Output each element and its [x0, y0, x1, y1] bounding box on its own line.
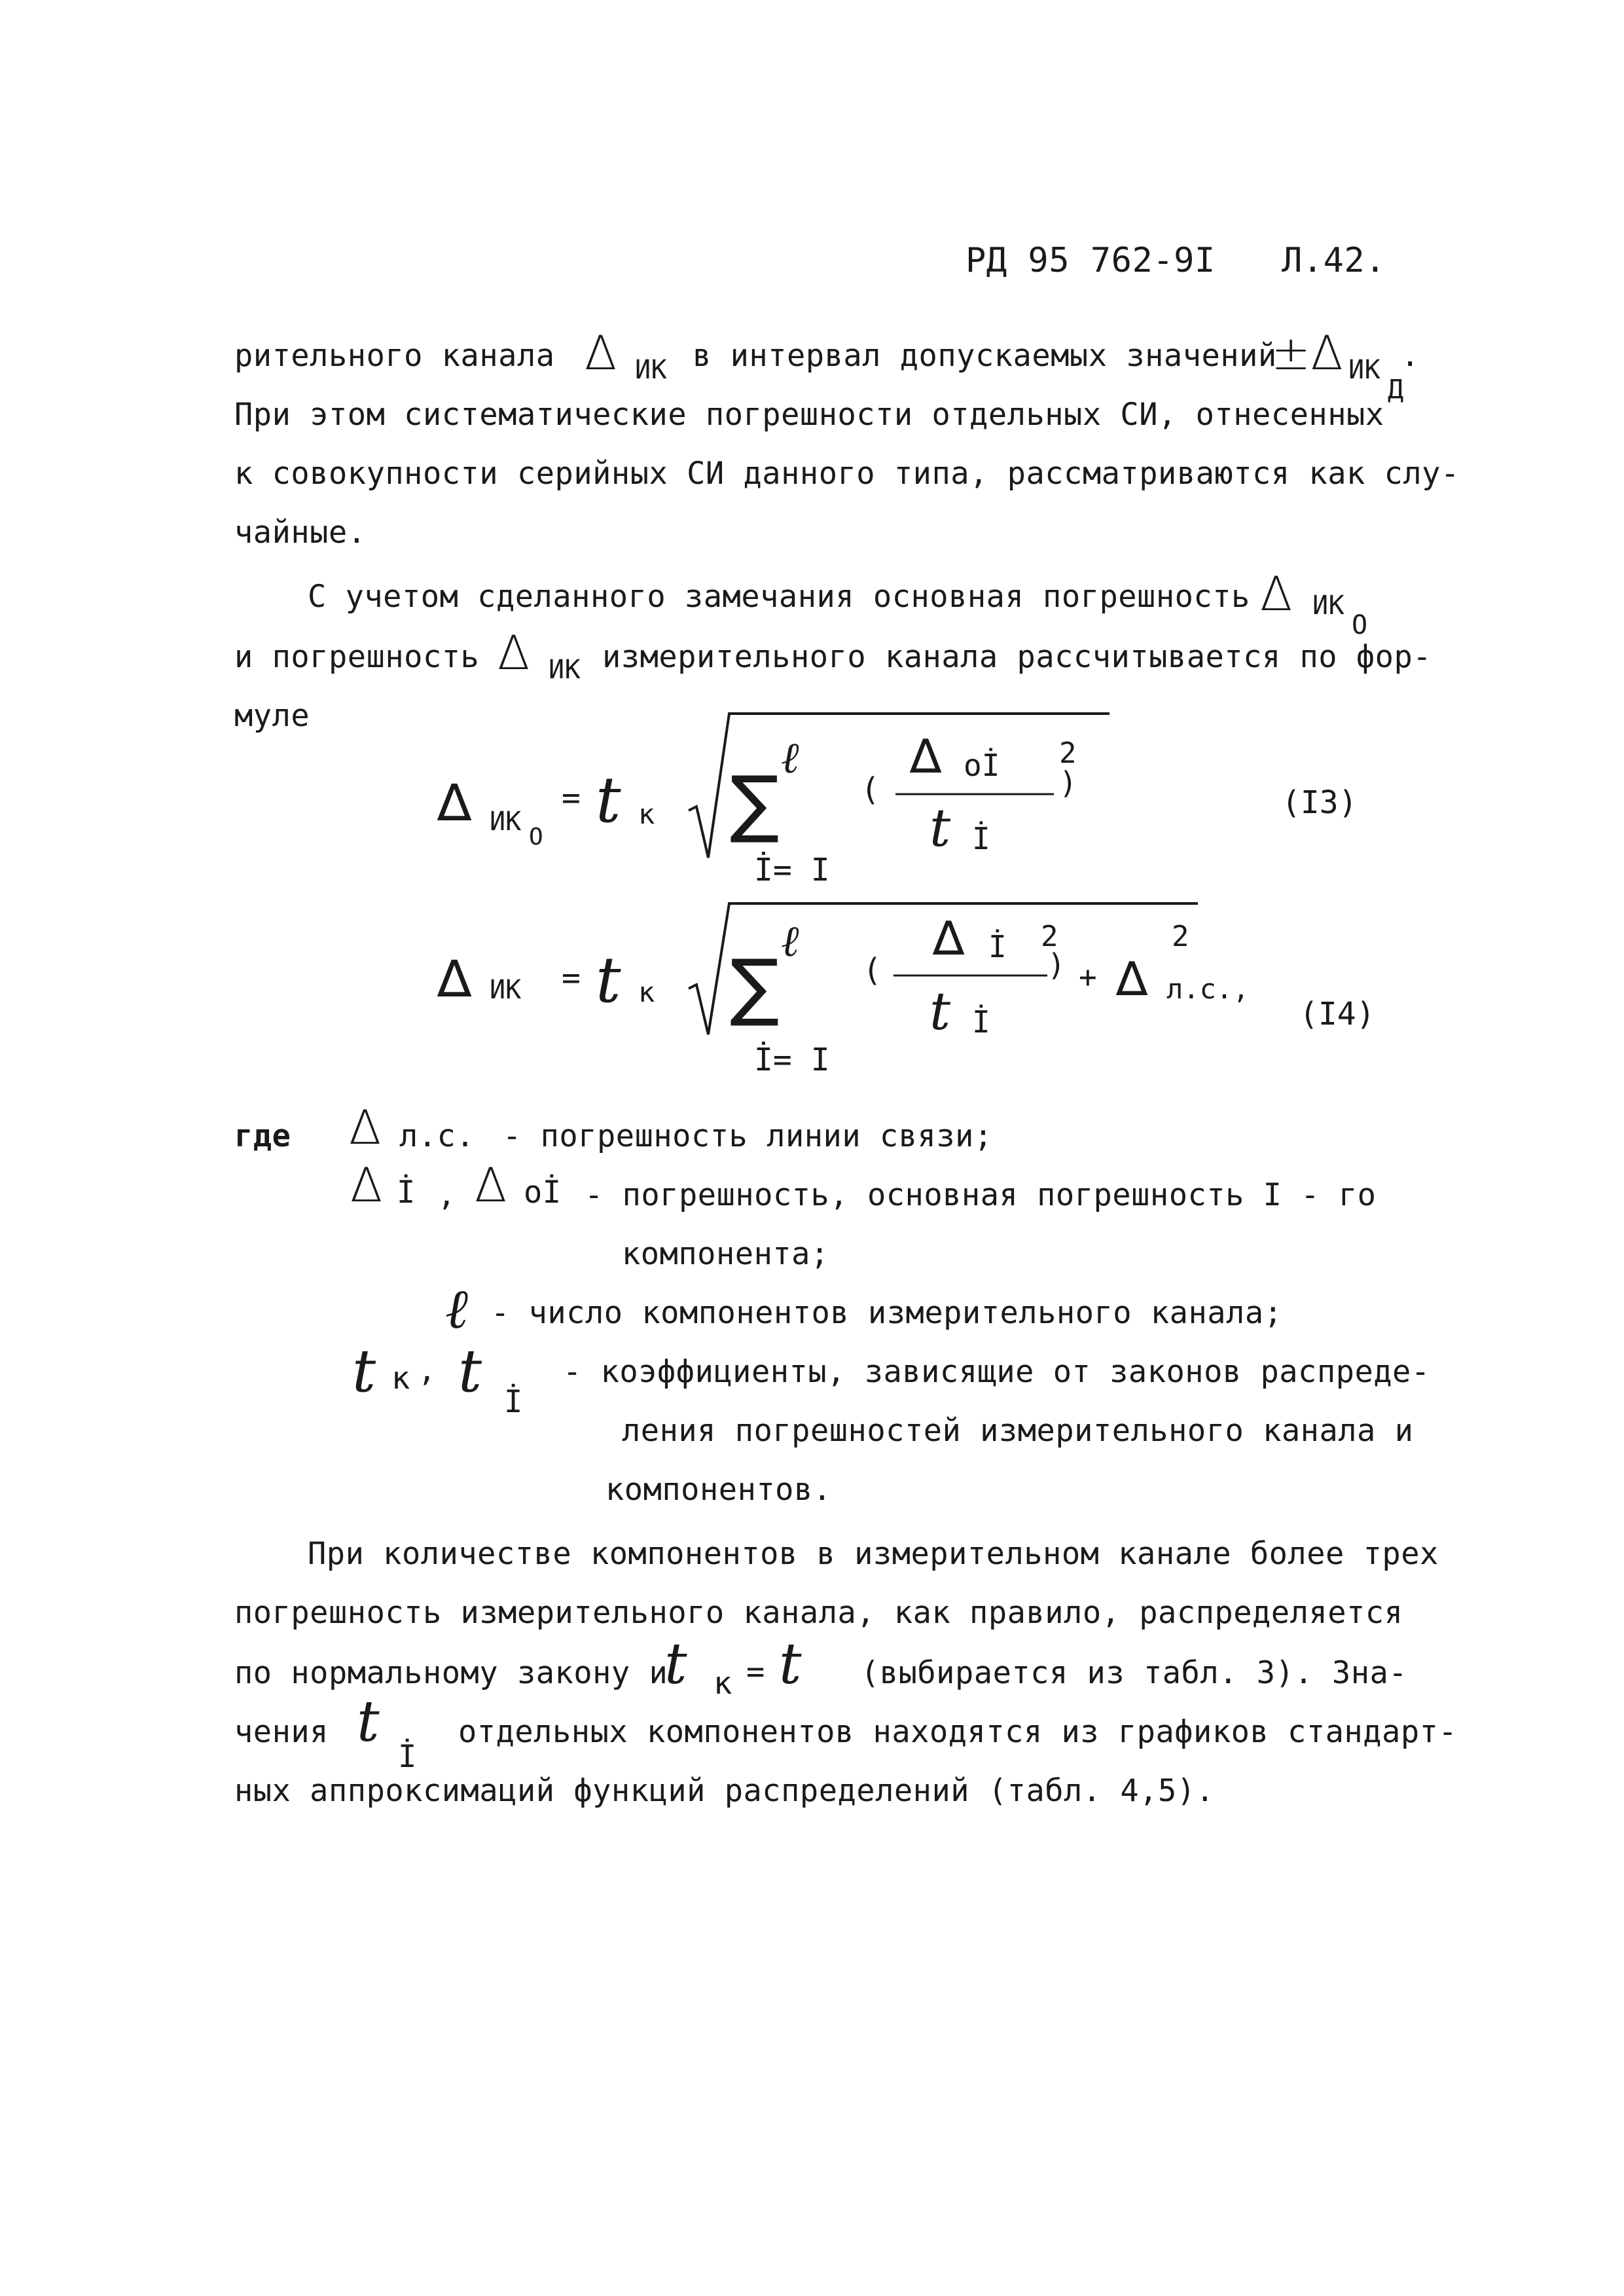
subscript: л.с. — [399, 1118, 475, 1154]
subscript: oİ — [524, 1175, 562, 1211]
subscript: ИК — [490, 807, 522, 837]
doc-code: РД 95 762-9I — [965, 241, 1216, 280]
delta-symbol: ∆ — [933, 911, 965, 966]
paragraph2-line2-end: измерительного канала рассчитывается по фор- — [602, 639, 1432, 675]
sheet-number: Л.42. — [1282, 241, 1386, 280]
definition-component-error: - погрешность, основная погрешность I - го — [585, 1177, 1377, 1213]
period: . — [1401, 338, 1420, 374]
subscript-o: О — [1352, 610, 1368, 640]
subscript: İ — [398, 1739, 417, 1775]
sum-symbol: ∑ — [730, 761, 780, 846]
equation-number: (I4) — [1299, 996, 1375, 1032]
subscript: İ — [972, 821, 990, 856]
paragraph3-line2: погрешность измерительного канала, как правило, распределяется — [234, 1595, 1403, 1631]
right-paren: ) — [1059, 765, 1077, 801]
coefficient-t: t — [596, 763, 621, 837]
definition-coefficients: - коэффициенты, зависящие от законов распреде- — [563, 1354, 1430, 1390]
delta-symbol: ∆ — [497, 625, 530, 680]
subscript-o: О — [529, 824, 543, 850]
ell-symbol: ℓ — [445, 1277, 468, 1341]
coefficient-t: t — [352, 1337, 376, 1406]
delta-symbol: ∆ — [437, 950, 472, 1009]
paragraph2-line2-start: и погрешность — [234, 639, 480, 675]
subscript: л.с., — [1166, 973, 1250, 1005]
equals-sign: = — [562, 780, 581, 816]
paragraph1-line1-end: в интервал допускаемых значений — [693, 338, 1277, 374]
denominator-t: t — [929, 797, 951, 858]
delta-symbol: ∆ — [585, 325, 617, 380]
sum-lower-limit: İ= I — [754, 1042, 830, 1078]
subscript: ИК — [549, 655, 581, 685]
definition-coefficients-cont2: компонентов. — [605, 1472, 832, 1508]
exponent: 2 — [1172, 920, 1189, 953]
paragraph2-line3: муле — [234, 698, 310, 734]
subscript: İ — [972, 1004, 990, 1040]
paragraph3-line4-start: чения — [234, 1714, 329, 1750]
sum-symbol: ∑ — [730, 944, 780, 1029]
coefficient-t: t — [357, 1689, 380, 1755]
subscript: к — [713, 1666, 732, 1702]
delta-symbol: ∆ — [1116, 951, 1148, 1006]
left-paren: ( — [863, 952, 882, 989]
subscript: ИК — [490, 975, 522, 1005]
delta-symbol: ∆ — [349, 1100, 382, 1155]
comma: , — [418, 1353, 437, 1389]
where-label: где — [234, 1118, 291, 1154]
sum-upper-limit: ℓ — [781, 733, 799, 783]
subscript: к — [391, 1360, 410, 1396]
coefficient-t: t — [596, 943, 621, 1017]
paragraph1-line2: При этом систематические погрешности отдельных СИ, отнесенных — [234, 397, 1384, 433]
paragraph3-line5: ных аппроксимаций функций распределений (табл. 4,5). — [234, 1773, 1215, 1809]
subscript: к — [638, 976, 655, 1008]
paragraph3-line3-start: по нормальному закону и — [234, 1655, 668, 1691]
delta-symbol: ∆ — [437, 774, 472, 833]
subscript: oİ — [964, 748, 1000, 783]
paragraph1-line3: к совокупности серийных СИ данного типа, рассматриваются как слу- — [234, 456, 1460, 492]
exponent: 2 — [1041, 920, 1058, 953]
subscript: İ — [988, 929, 1007, 964]
equals-sign: = — [746, 1654, 765, 1690]
paragraph3-line1: При количестве компонентов в измерительном канале более трех — [308, 1536, 1439, 1572]
paragraph1-line4: чайные. — [234, 515, 367, 551]
subscript-d: Д — [1388, 374, 1404, 405]
right-paren: ) — [1047, 947, 1066, 983]
left-paren: ( — [861, 771, 880, 808]
subscript: ИК — [1312, 591, 1345, 621]
coefficient-t: t — [779, 1631, 802, 1697]
sum-upper-limit: ℓ — [781, 916, 799, 966]
denominator-t: t — [929, 981, 951, 1042]
paragraph1-line1-start: рительного канала — [234, 338, 555, 374]
coefficient-t: t — [664, 1631, 687, 1697]
delta-symbol: ∆ — [1260, 566, 1293, 621]
subscript: ИК — [635, 355, 668, 385]
sum-lower-limit: İ= I — [754, 852, 830, 888]
delta-symbol: ∆ — [910, 729, 942, 784]
definition-component-error-cont: компонента; — [622, 1236, 829, 1272]
exponent: 2 — [1059, 737, 1077, 770]
plus-minus-delta-symbol: ±∆ — [1271, 325, 1343, 380]
paragraph3-line4-end: отдельных компонентов находятся из графиков стандарт- — [458, 1714, 1458, 1750]
paragraph3-line3-end: (выбирается из табл. 3). Зна- — [861, 1655, 1408, 1691]
definition-line-communication: - погрешность линии связи; — [503, 1118, 993, 1154]
comma: , — [437, 1177, 456, 1213]
definition-component-count: - число компонентов измерительного канала; — [491, 1295, 1283, 1331]
equals-sign: = — [562, 960, 581, 996]
paragraph2-line1: С учетом сделанного замечания основная погрешность — [308, 579, 1250, 615]
subscript: İ — [397, 1175, 416, 1211]
delta-symbol: ∆ — [350, 1157, 383, 1212]
subscript: İ — [504, 1384, 523, 1420]
subscript: ИК — [1348, 355, 1381, 385]
subscript: к — [638, 798, 655, 830]
definition-coefficients-cont1: ления погрешностей измерительного канала и — [622, 1413, 1414, 1449]
plus-sign: + — [1079, 959, 1097, 994]
equation-number: (I3) — [1282, 784, 1358, 821]
delta-symbol: ∆ — [475, 1157, 507, 1212]
coefficient-t: t — [458, 1337, 482, 1406]
